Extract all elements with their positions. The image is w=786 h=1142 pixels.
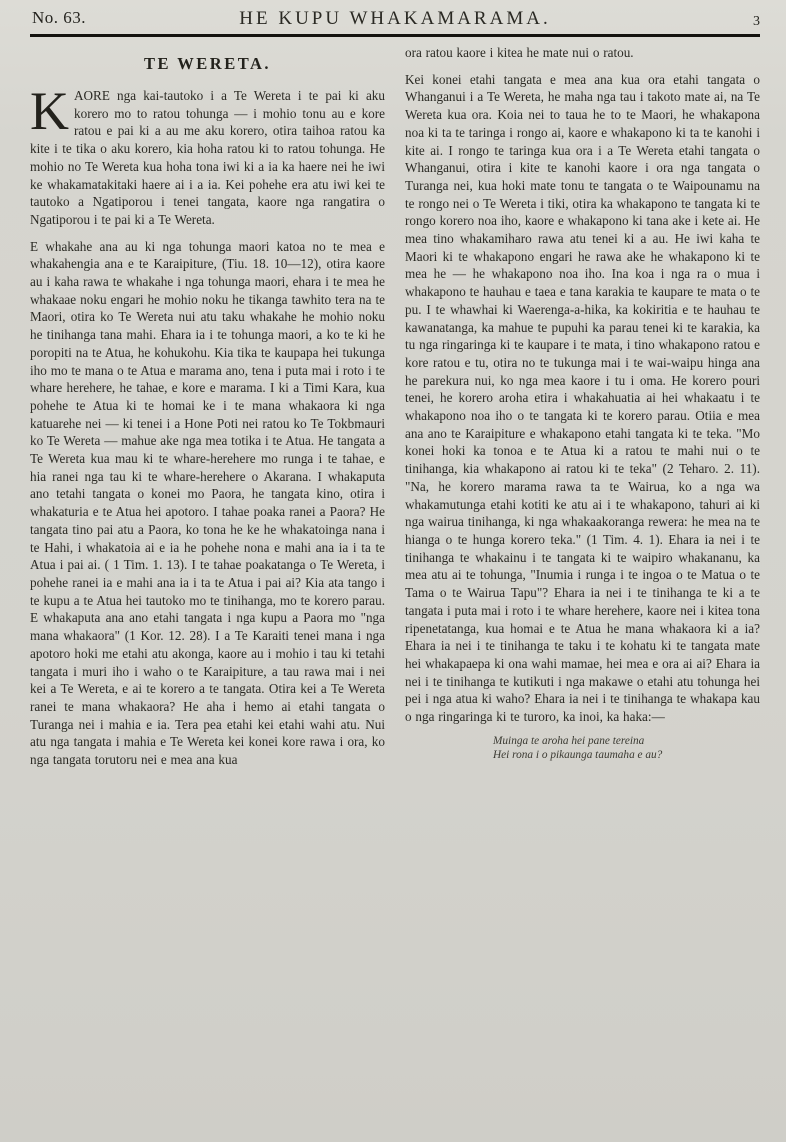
masthead	[30, 6, 760, 32]
page-number: 3	[753, 14, 760, 29]
issue-number: No. 63.	[32, 8, 87, 27]
verse-line: Muinga te aroha hei pane tereina	[493, 734, 645, 747]
article-title: TE WERETA.	[143, 54, 272, 73]
verse-quote	[493, 734, 760, 763]
paragraph: E whakahe ana au ki nga tohunga maori katoa no te mea e whakahengia ana e te Karaipiture, (Tiu. 18. 10—12), otira kaore au i kaha rawa te whakahe i nga tohunga maori, ehara i te mea he whakaae noku engari he mohio noku he tikanga tawhito tera na te Maori, otira ko Te Wereta nui atu taku whakahe he mohio noku he tinihanga tana mahi. Ehara ia i te tohunga maori, a ko te ki he poropiti na te Atua, he kohukohu. Kia tika te kaupapa hei tukunga iho mo te mana o te Atua e marama ano, tena i puta mai i roto i te whare herehere, he tahae, e kore e marama. I ki a Timi Kara, kua pohehe te Atua ki te homai ke i te mana whakaora ki nga katuarehe nei — ki tenei i a Hone Poti nei ratou ko Te Tokbmauri ko Te Wereta — mahue ake nga mea totika i te Atua. He tangata a Te Wereta kua mau ki te whare-herehere mo runga i te tahae, e hia ranei nga tau ki te whare-herehere o Akarana. I whakaputa ano tetahi tangata o konei mo Paora, he tangata kino, otira i whakaturia e te Atua hei apotoro. I tahae poaka ranei a Paora? He tangata tino pai atu a Paora, ko tona he ke he whakatoinga nana i te Hahi, i whakatoia ai e ia he pohehe nona e mahi ana ia i ta te Atua i pai ai. ( 1 Tim. 1. 13). I te tahae poakatanga o Te Wereta, i pohehe ranei ia e mahi ana ia i ta te Atua i pai ai? Kia ata tango i te kupu a te Atua hei tautoko mo te tinihanga, mo te korero parau. E whakaputa ana ano etahi tangata i nga kupu a Paora mo "nga mana whakaora" (1 Kor. 12. 28). I a Te Karaiti tenei mana i nga apotoro hoki me etahi atu akonga, kaore au i mohio i tau ki tetahi tangata i muri iho i waho o te Karaipiture, a tau rawa mai i nei kei a Te Wereta, e ai te korero a te tangata. Otira kei a Te Wereta ranei te mana whakaora? He aha i hemo ai etahi tangata o Turanga nei i mahia e ia. Tera pea etahi kei etahi wahi atu. Nui atu nga tangata i mahia e Te Wereta kei konei kore rawa i ora, ko nga tangata torutoru nei e mea ana kua	[30, 238, 385, 768]
paragraph: Kei konei etahi tangata e mea ana kua ora etahi tangata o Whanganui i a Te Wereta, he maha nga tau i takoto mate ai, na Te Wereta kua ora. Koia nei to taua he to te Maori, he whakapona noa ki ta te taringa i rongo ai, kaore e whakapono ki ta te kanohi i kite ai. I rongo te taringa kua ora i a Te Wereta etahi tangata o Whanganui, otira i kite te kanohi kaore i ora nga tangata o Turanga nei, kua hoki mate tonu te tangata o te Waipounamu na te rongo nei o Te Wereta i tiki, otira ka whakapono te tangata ki te rongo korero noa iho, kaore e whakapono ki tana ake i kete ai. He mea tino whakamiharo rawa atu tenei ki a au. He iwi kaha te Maori ki te whakapono engari he rawa ake he whakapono ki te mea he — he whakapono noa iho. Ina koa i nga ra o mua i whakapono te hauhau e taea e tana karakia te kaupare te mata o te pu. I te whawhai ki Waerenga-a-hika, ka kokiritia e te hauhau te kawanatanga, ka mahue te pupuhi ka parau tenei ki te karakia, ka tu nga ringaringa ki te kaupare i te mata, i tino whakapono ratou e kore ratou e tu, otira no te tukunga mai i te wai-waipu hinga ana he parekura nui, ko nga mea kaore i tu i oma. He korero pouri tenei, he korero aroha etira i whakahuatia ai hei whakaatu i te whakapono noa iho o te tangata ki te korero parau. Otiia e mea ana ano te Karaipiture e whakapono etahi tangata ki te teka. "Mo konei hoki ka tonoa e te Atua ki a ratou te mahi nui o te tinihanga, kia whakapono ai ratou ki te teka" (2 Teharo. 2. 11). "Na, he korero marama rawa ta te Wairua, ko a nga wa whakamutunga etahi kotiti ke atu ai i te whakapono, tahuri ai ki nga wairua tinihanga, ki nga whakaakoranga rewera: he mea na te hianga o te hunga korero teka." (1 Tim. 4. 1). Ehara ia nei i te tinihanga te whakainu i te tangata ki te waipiro whakananu, ka mea atu ai te tohunga, "Inumia i runga i te ingoa o te Matua o te Tama o te Wairua Tapu"? Ehara ia nei i te tinihanga te ki a te tangata i puta mai i roto i te whare herehere, kaore nei i kitea tona ripenetatanga, kua homai e te Atua he mana whakaora ki a ia? Ehara ia nei i te tinihanga te taku i te kohatu ki te tangata mate hei whakapaepa ki ona wahi mamae, hei mea e ora ai ai? Ehara ia nei i te tinihanga te kutikuti i nga makawe o etahi atu tohunga hei pei i nga atua ki waho? Ehara ia nei i te tinihanga te whakapa kau o nga ringaringa ki te turoro, ka inoi, ka haka:—	[405, 71, 760, 725]
header-rule	[30, 34, 760, 37]
paragraph	[30, 81, 385, 229]
paper-title: HE KUPU WHAKAMARAMA.	[239, 8, 551, 29]
right-column	[405, 44, 760, 769]
paragraph-continuation: ora ratou kaore i kitea he mate nui o ratou.	[405, 45, 634, 60]
paragraph-text: AORE nga kai-tautoko i a Te Wereta i te pai ki aku korero mo to ratou tohunga — i mohio tonu au e kore ratou e pai ki a au me aku korero, otira taihoa ratou ka kite i te tika o aku korero, kia hoha ratou ki to ratou tohunga. He mohio no Te Wereta kua hoha tona iwi ki a ia ka haere nei he iwi ke whakamatakitaki haere ai i a ia. Kei pohehe era atu iwi kei te tautoko a Ngatiporou i tenei tangata, kaore nga rangatira o Ngatiporou i te pai ki a Te Wereta.	[30, 88, 385, 227]
two-column-body	[30, 44, 760, 769]
left-column	[30, 44, 385, 769]
verse-line: Hei rona i o pikaunga taumaha e au?	[493, 749, 663, 762]
drop-cap: K	[30, 81, 69, 141]
